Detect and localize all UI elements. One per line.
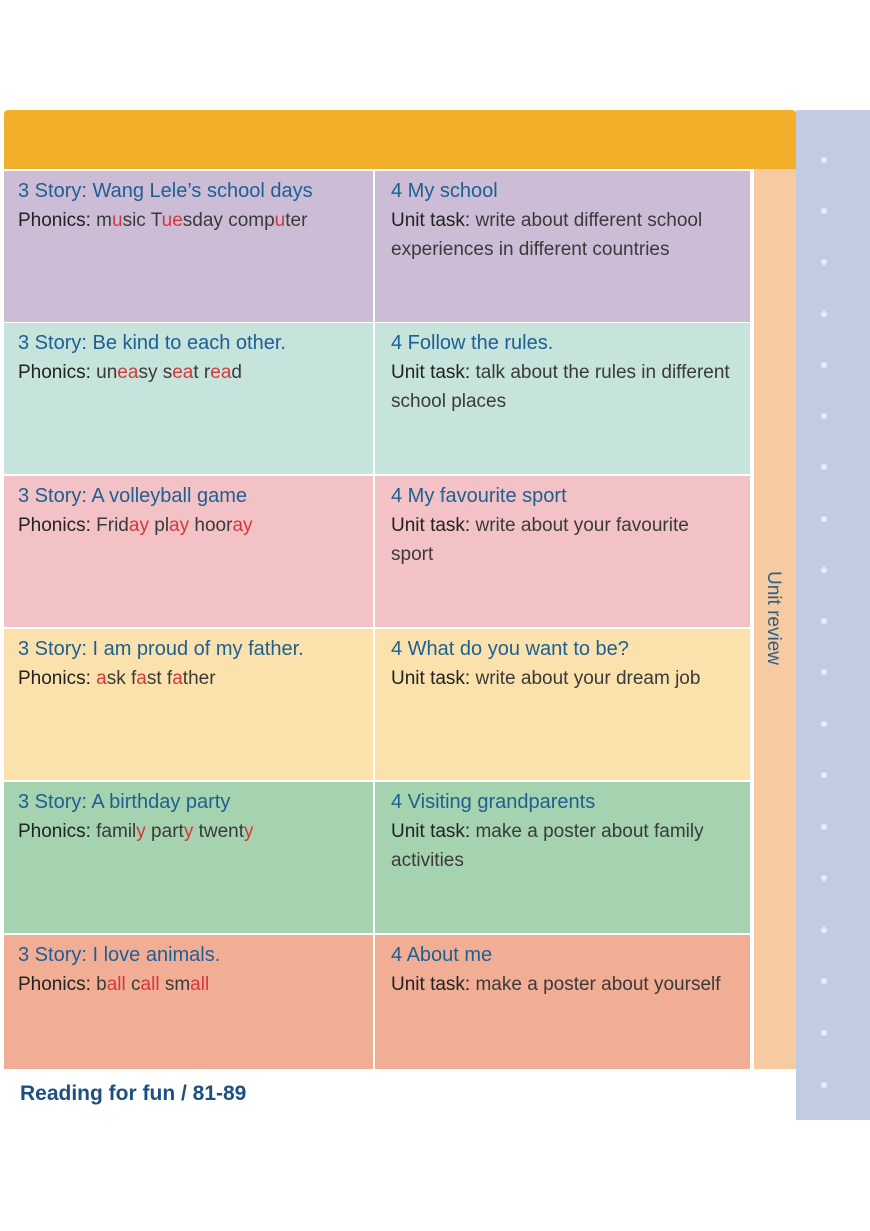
phonics-label: Phonics: [18,821,91,842]
page-edge-dot [821,927,827,933]
page-edge-dot [821,567,827,573]
unit-title: 4 Follow the rules. [391,332,554,354]
unit-row [4,629,750,780]
story-title: 3 Story: I am proud of my father. [18,638,304,660]
phonics-label: Phonics: [18,515,91,536]
unit-row [4,782,750,933]
phonics-label: Phonics: [18,974,91,995]
unit-task-label: Unit task: [391,515,471,536]
page-edge-strip [796,110,870,1120]
story-cell [4,323,375,474]
page-edge-dot [821,824,827,830]
page-edge-dot [821,208,827,214]
unit-task-label: Unit task: [391,974,471,995]
page-edge-dot [821,259,827,265]
phonics-line [18,206,359,235]
unit-row [4,171,750,322]
unit-cell [377,935,750,1069]
page-edge-dot [821,362,827,368]
page-edge-dot [821,772,827,778]
phonics-line [18,970,359,999]
page-edge-dot [821,618,827,624]
phonics-line [18,664,359,693]
phonics-line [18,358,359,387]
unit-task-label: Unit task: [391,668,471,689]
page-edge-dot [821,875,827,881]
unit-task-text: write about different school experiences in different countries [391,210,703,260]
story-title: 3 Story: A birthday party [18,791,231,813]
unit-task-line [391,206,736,264]
unit-cell [377,171,750,322]
phonics-words: music Tuesday computer [96,210,308,231]
story-cell [4,476,375,627]
top-color-band [4,110,796,169]
page-edge-dot [821,516,827,522]
unit-title: 4 Visiting grandparents [391,791,596,813]
unit-task-text: talk about the rules in different school places [391,362,730,412]
story-title: 3 Story: I love animals. [18,944,221,966]
story-title: 3 Story: Wang Lele’s school days [18,180,313,202]
unit-task-text: write about your dream job [475,668,701,689]
page-edge-dot [821,1030,827,1036]
unit-review-label: Unit review [763,571,784,665]
unit-task-line [391,817,736,875]
unit-cell [377,629,750,780]
story-cell [4,171,375,322]
story-cell [4,935,375,1069]
unit-task-text: make a poster about yourself [475,974,721,995]
unit-task-line [391,358,736,416]
unit-title: 4 My favourite sport [391,485,567,507]
page-edge-dot [821,978,827,984]
unit-task-label: Unit task: [391,362,471,383]
unit-task-label: Unit task: [391,210,471,231]
unit-task-line [391,970,736,999]
story-cell [4,629,375,780]
unit-title: 4 What do you want to be? [391,638,629,660]
phonics-label: Phonics: [18,668,91,689]
unit-row [4,476,750,627]
unit-title: 4 About me [391,944,493,966]
page-edge-dot [821,311,827,317]
page-edge-dot [821,1082,827,1088]
unit-cell [377,476,750,627]
unit-row [4,323,750,474]
page-edge-dot [821,413,827,419]
unit-task-text: write about your favourite sport [391,515,689,565]
story-title: 3 Story: A volleyball game [18,485,248,507]
phonics-line [18,817,359,846]
story-title: 3 Story: Be kind to each other. [18,332,286,354]
phonics-label: Phonics: [18,362,91,383]
unit-task-line [391,511,736,569]
unit-cell [377,782,750,933]
page-edge-dot [821,721,827,727]
phonics-words: family party twenty [96,821,254,842]
page-edge-dot [821,464,827,470]
unit-title: 4 My school [391,180,498,202]
page-edge-dot [821,157,827,163]
phonics-label: Phonics: [18,210,91,231]
phonics-words: uneasy seat read [96,362,242,383]
unit-task-text: make a poster about family activities [391,821,704,871]
story-cell [4,782,375,933]
phonics-words: ball call small [96,974,210,995]
reading-for-fun-footer: Reading for fun / 81-89 [20,1082,247,1105]
phonics-words: Friday play hooray [96,515,253,536]
unit-task-label: Unit task: [391,821,471,842]
page-edge-dot [821,669,827,675]
phonics-words: ask fast father [96,668,216,689]
phonics-line [18,511,359,540]
unit-row [4,935,750,1069]
unit-cell [377,323,750,474]
unit-task-line [391,664,736,693]
